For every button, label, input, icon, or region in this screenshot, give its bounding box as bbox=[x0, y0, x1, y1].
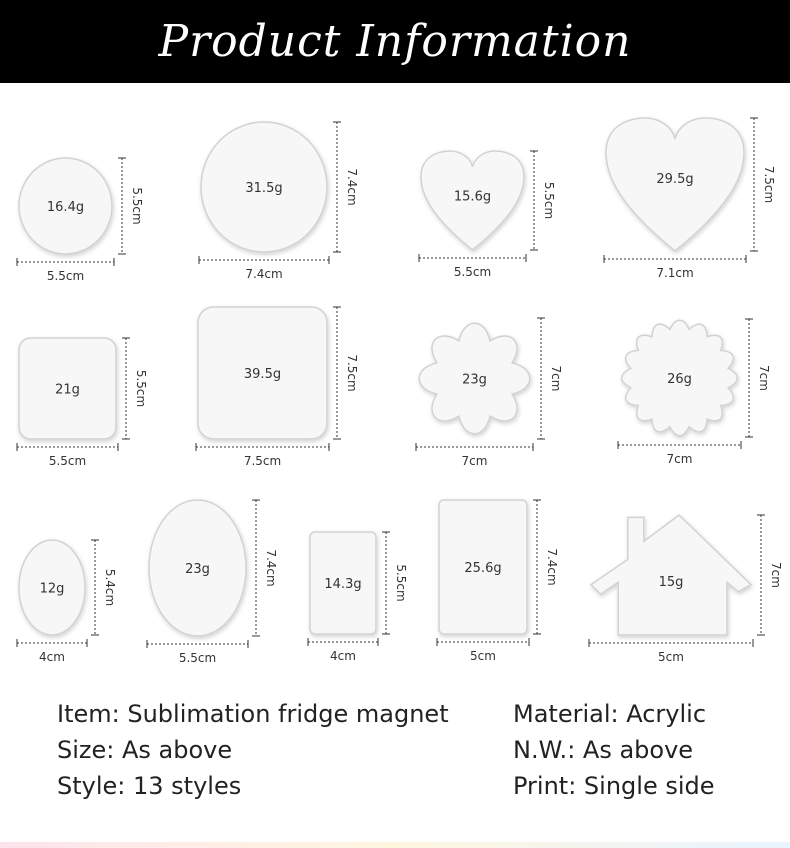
product-circle bbox=[201, 122, 327, 252]
product-flower bbox=[419, 323, 530, 434]
width-label: 4cm bbox=[39, 650, 65, 664]
height-label: 5.5cm bbox=[134, 369, 148, 408]
weight-label: 15g bbox=[658, 575, 684, 590]
weight-label: 12g bbox=[39, 581, 65, 597]
height-label: 7.5cm bbox=[762, 165, 776, 204]
width-dimension bbox=[604, 255, 746, 280]
width-dimension bbox=[147, 640, 248, 665]
product-heart bbox=[421, 151, 524, 250]
product-rectangle bbox=[310, 532, 376, 634]
height-label: 7cm bbox=[757, 365, 771, 391]
width-dimension bbox=[17, 639, 87, 664]
page-title: Product Information bbox=[158, 16, 632, 67]
product-scalloped bbox=[622, 320, 738, 436]
width-dimension bbox=[199, 256, 329, 281]
weight-label: 23g bbox=[462, 372, 487, 388]
product-shapes-grid bbox=[0, 83, 790, 683]
height-dimension bbox=[91, 540, 117, 635]
info-style: Style: 13 styles bbox=[57, 772, 242, 800]
product-rounded-square bbox=[198, 307, 327, 439]
height-dimension bbox=[745, 319, 771, 437]
width-label: 7.4cm bbox=[245, 267, 283, 281]
product-rectangle bbox=[439, 500, 527, 634]
width-dimension bbox=[419, 254, 526, 279]
height-dimension bbox=[333, 307, 359, 439]
info-item: Item: Sublimation fridge magnet bbox=[57, 700, 449, 728]
product-circle bbox=[19, 158, 112, 254]
weight-label: 25.6g bbox=[464, 561, 502, 576]
height-label: 5.5cm bbox=[542, 181, 556, 220]
weight-label: 39.5g bbox=[243, 367, 282, 382]
height-dimension bbox=[333, 122, 359, 252]
width-label: 5.5cm bbox=[48, 454, 87, 468]
weight-label: 16.4g bbox=[46, 200, 85, 215]
width-label: 7.5cm bbox=[243, 454, 282, 468]
width-dimension bbox=[416, 443, 533, 468]
width-dimension bbox=[437, 638, 529, 663]
weight-label: 21g bbox=[55, 382, 80, 398]
width-dimension bbox=[589, 639, 753, 664]
width-label: 7.1cm bbox=[656, 266, 694, 280]
info-size: Size: As above bbox=[57, 736, 233, 764]
height-label: 7.4cm bbox=[264, 549, 278, 587]
weight-label: 26g bbox=[667, 372, 692, 387]
height-dimension bbox=[382, 532, 408, 634]
height-dimension bbox=[118, 158, 144, 254]
width-label: 5cm bbox=[470, 649, 496, 663]
width-label: 7cm bbox=[666, 452, 693, 466]
weight-label: 23g bbox=[185, 562, 210, 577]
width-dimension bbox=[618, 441, 741, 466]
weight-label: 31.5g bbox=[245, 181, 283, 196]
height-label: 5.5cm bbox=[394, 564, 408, 602]
product-oval bbox=[19, 540, 85, 635]
height-dimension bbox=[530, 151, 556, 250]
product-heart bbox=[606, 118, 744, 251]
height-dimension bbox=[252, 500, 278, 636]
height-label: 5.5cm bbox=[130, 187, 144, 225]
height-dimension bbox=[757, 515, 783, 635]
width-label: 5.5cm bbox=[453, 265, 492, 279]
weight-label: 15.6g bbox=[453, 189, 492, 205]
width-dimension bbox=[17, 443, 118, 468]
info-material: Material: Acrylic bbox=[513, 700, 707, 728]
weight-label: 14.3g bbox=[324, 577, 362, 592]
height-dimension bbox=[537, 318, 563, 439]
product-house bbox=[591, 515, 751, 635]
width-dimension bbox=[196, 443, 329, 468]
height-label: 5.4cm bbox=[103, 568, 117, 607]
height-label: 7cm bbox=[549, 365, 563, 392]
header-banner bbox=[0, 0, 790, 83]
height-dimension bbox=[750, 118, 776, 251]
height-label: 7.5cm bbox=[345, 354, 359, 392]
product-oval bbox=[149, 500, 246, 636]
height-label: 7cm bbox=[769, 562, 783, 588]
width-dimension bbox=[308, 638, 378, 663]
width-label: 5cm bbox=[658, 650, 684, 664]
width-dimension bbox=[17, 258, 114, 283]
width-label: 7cm bbox=[461, 454, 488, 468]
height-dimension bbox=[122, 338, 148, 439]
bottom-strip bbox=[0, 842, 790, 848]
width-label: 4cm bbox=[330, 649, 356, 663]
width-label: 5.5cm bbox=[46, 269, 85, 283]
info-print: Print: Single side bbox=[513, 772, 715, 800]
product-rounded-square bbox=[19, 338, 116, 439]
height-label: 7.4cm bbox=[345, 168, 359, 206]
info-nw: N.W.: As above bbox=[513, 736, 694, 764]
height-dimension bbox=[533, 500, 559, 634]
weight-label: 29.5g bbox=[656, 171, 694, 187]
height-label: 7.4cm bbox=[545, 548, 559, 586]
width-label: 5.5cm bbox=[178, 651, 217, 665]
